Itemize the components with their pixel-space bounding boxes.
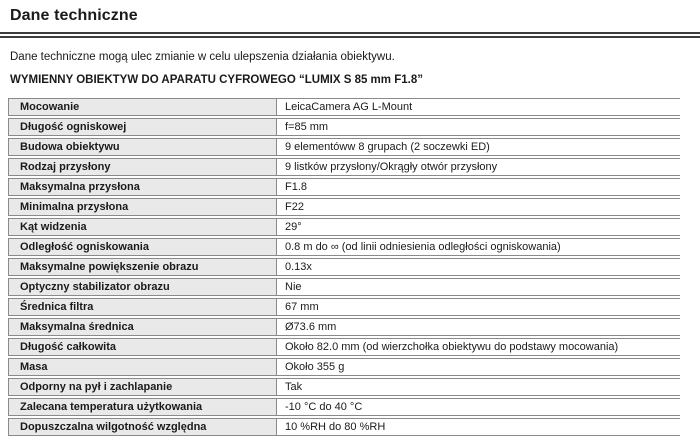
spec-label-cell: Długość całkowita <box>8 338 277 356</box>
spec-label-cell: Dopuszczalna wilgotność względna <box>8 418 277 436</box>
spec-value-cell: -10 °C do 40 °C <box>277 398 680 416</box>
table-row <box>8 298 680 316</box>
spec-value-cell: 9 listków przysłony/Okrągły otwór przysłony <box>277 158 680 176</box>
table-row <box>8 318 680 336</box>
table-row <box>8 158 680 176</box>
spec-label-cell: Budowa obiektywu <box>8 138 277 156</box>
spec-label-cell: Odporny na pył i zachlapanie <box>8 378 277 396</box>
table-row <box>8 398 680 416</box>
spec-table <box>8 96 680 438</box>
table-row <box>8 118 680 136</box>
spec-table-body <box>8 98 680 436</box>
spec-value-cell: 9 elementóww 8 grupach (2 soczewki ED) <box>277 138 680 156</box>
spec-value-cell: 10 %RH do 80 %RH <box>277 418 680 436</box>
spec-value-cell: f=85 mm <box>277 118 680 136</box>
spec-label-cell: Odległość ogniskowania <box>8 238 277 256</box>
spec-value-cell: 0.13x <box>277 258 680 276</box>
table-row <box>8 238 680 256</box>
spec-value-cell: 29° <box>277 218 680 236</box>
spec-value-cell: Około 82.0 mm (od wierzchołka obiektywu do podstawy mocowania) <box>277 338 680 356</box>
table-row <box>8 198 680 216</box>
table-row <box>8 258 680 276</box>
spec-label-cell: Kąt widzenia <box>8 218 277 236</box>
spec-value-cell: LeicaCamera AG L-Mount <box>277 98 680 116</box>
table-row <box>8 358 680 376</box>
spec-value-cell: F22 <box>277 198 680 216</box>
spec-value-cell: 0.8 m do ∞ (od linii odniesienia odległości ogniskowania) <box>277 238 680 256</box>
page-title: Dane techniczne <box>10 7 138 24</box>
product-heading: WYMIENNY OBIEKTYW DO APARATU CYFROWEGO “LUMIX S 85 mm F1.8” <box>10 74 423 86</box>
title-divider-rule <box>0 32 700 38</box>
spec-value-cell: Nie <box>277 278 680 296</box>
table-row <box>8 278 680 296</box>
spec-label-cell: Maksymalna średnica <box>8 318 277 336</box>
spec-label-cell: Zalecana temperatura użytkowania <box>8 398 277 416</box>
spec-value-cell: Około 355 g <box>277 358 680 376</box>
table-row <box>8 418 680 436</box>
table-row <box>8 218 680 236</box>
spec-label-cell: Długość ogniskowej <box>8 118 277 136</box>
spec-label-cell: Średnica filtra <box>8 298 277 316</box>
spec-label-cell: Optyczny stabilizator obrazu <box>8 278 277 296</box>
note-text: Dane techniczne mogą ulec zmianie w celu ulepszenia działania obiektywu. <box>10 51 395 63</box>
table-row <box>8 338 680 356</box>
table-row <box>8 138 680 156</box>
spec-value-cell: Tak <box>277 378 680 396</box>
spec-label-cell: Masa <box>8 358 277 376</box>
spec-label-cell: Maksymalne powiększenie obrazu <box>8 258 277 276</box>
spec-label-cell: Maksymalna przysłona <box>8 178 277 196</box>
spec-label-cell: Minimalna przysłona <box>8 198 277 216</box>
spec-label-cell: Rodzaj przysłony <box>8 158 277 176</box>
spec-label-cell: Mocowanie <box>8 98 277 116</box>
table-row <box>8 378 680 396</box>
spec-value-cell: F1.8 <box>277 178 680 196</box>
table-row <box>8 98 680 116</box>
table-row <box>8 178 680 196</box>
spec-value-cell: 67 mm <box>277 298 680 316</box>
spec-value-cell: Ø73.6 mm <box>277 318 680 336</box>
